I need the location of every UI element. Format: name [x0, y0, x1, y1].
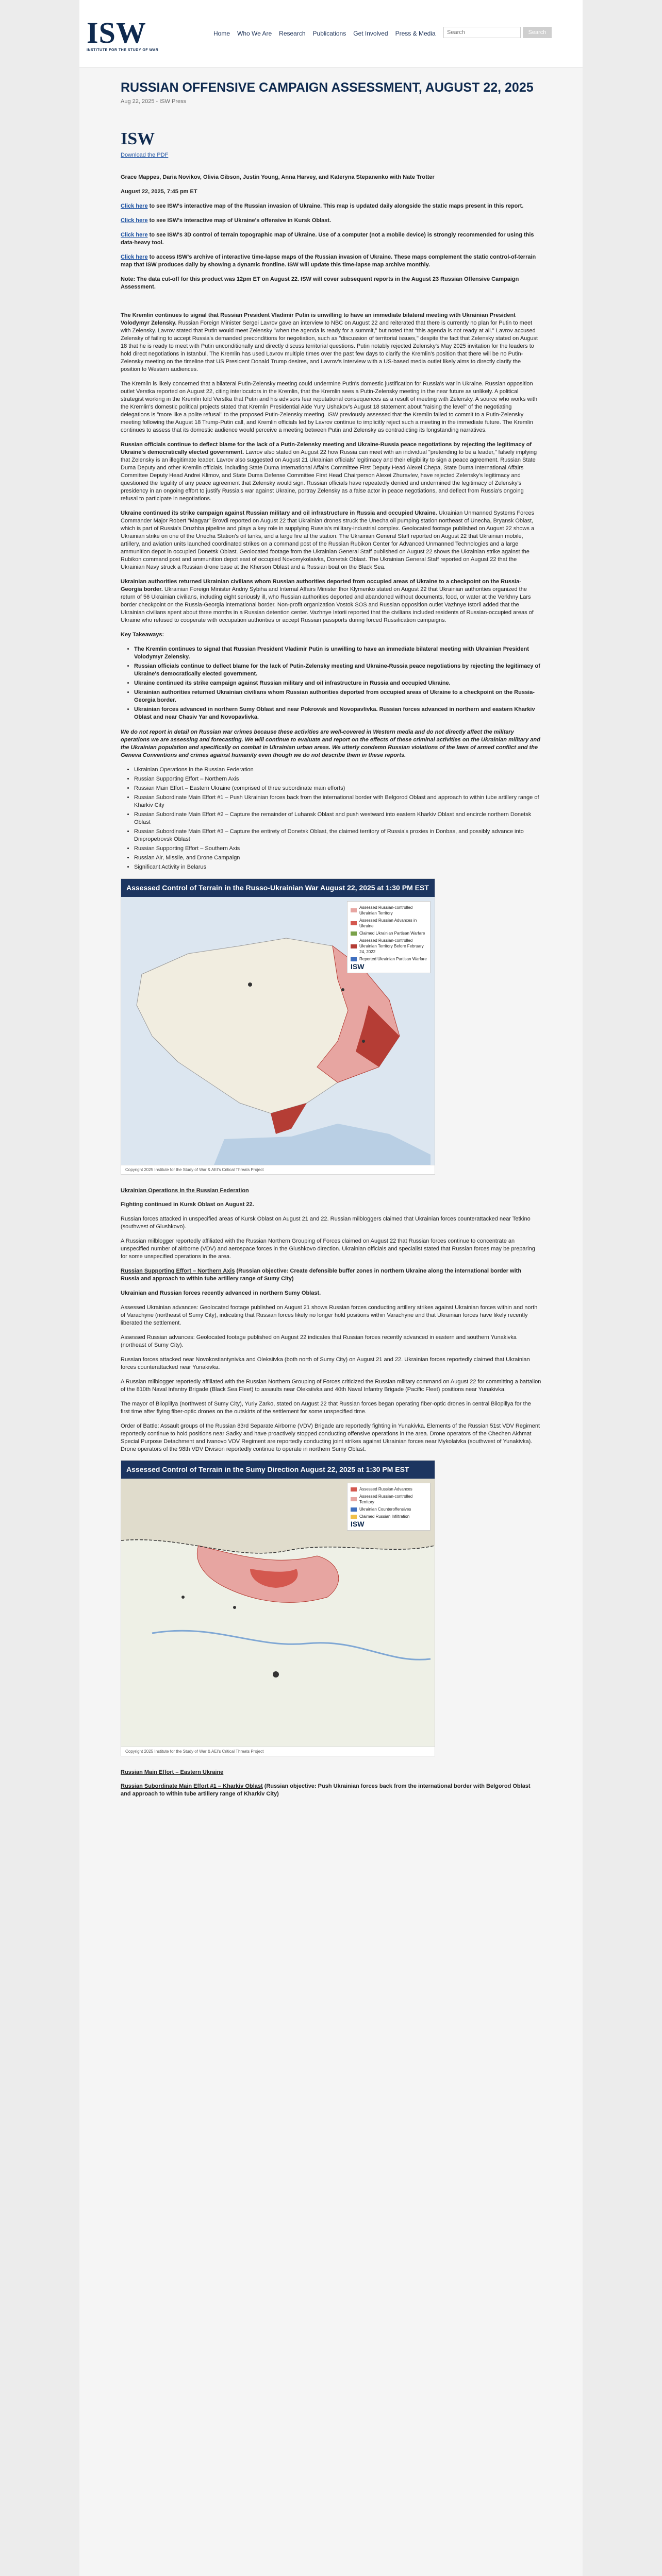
article-content — [79, 67, 583, 1798]
toc-item[interactable]: • Russian Air, Missile, and Drone Campaign — [134, 854, 541, 862]
takeaway-item: • Ukraine continued its strike campaign against Russian military and oil infrastructure in Russia and occupied Ukraine. — [134, 680, 541, 687]
toc-item[interactable]: • Russian Supporting Effort – Southern Axis — [134, 845, 541, 853]
kursk-map-link[interactable]: Click here — [121, 217, 148, 224]
legend-swatch — [351, 1497, 357, 1501]
link-paragraph-text: to access ISW's archive of interactive time-lapse maps of the Russian invasion of Ukraine. These maps complement the static control-of-terrain map that ISW produces daily by showing a dynamic frontline. ISW will update this time-lapse map archive monthly. — [121, 254, 536, 268]
kharkiv-marker — [341, 988, 344, 991]
nav-home[interactable]: Home — [213, 30, 230, 37]
section-paragraph: Assessed Russian advances: Geolocated footage published on August 22 indicates that Russian forces recently advanced in eastern and southern Yunakivka (northeast of Sumy City). — [121, 1334, 517, 1348]
3d-map-link[interactable]: Click here — [121, 232, 148, 238]
ukraine-control-map[interactable] — [121, 878, 435, 1175]
link-paragraph-text: to see ISW's 3D control of terrain topographic map of Ukraine. Use of a computer (not a mobile device) is strongly recommended for using this data-heavy tool. — [121, 232, 534, 246]
legend-label: Reported Ukrainian Partisan Warfare — [359, 957, 427, 961]
report-date: August 22, 2025, 7:45 pm ET — [121, 189, 197, 195]
toc-item[interactable]: • Russian Subordinate Main Effort #2 – Capture the remainder of Luhansk Oblast and push westward into eastern Kharkiv Oblast and encircle northern Donetsk Oblast — [134, 811, 541, 826]
section-heading-objective: (Russian objective: Create defensible buffer zones in northern Ukraine along the international border with Russia and approach to within tube artillery range of Sumy City) — [121, 1268, 522, 1282]
link-paragraph-text: to see ISW's interactive map of Ukraine's offensive in Kursk Oblast. — [147, 217, 332, 224]
section-heading-kursk: Ukrainian Operations in the Russian Federation — [121, 1188, 249, 1194]
toc-item[interactable]: • Russian Supporting Effort – Northern Axis — [134, 775, 541, 783]
site-logo-subtitle: INSTITUTE FOR THE STUDY OF WAR — [87, 48, 159, 52]
legend-item — [351, 918, 427, 929]
legend-item — [351, 956, 427, 962]
section-heading-eastern-ukraine: Russian Main Effort – Eastern Ukraine — [121, 1769, 224, 1775]
section-subheading: Fighting continued in Kursk Oblast on August 22. — [121, 1201, 254, 1208]
authors: Grace Mappes, Daria Novikov, Olivia Gibson, Justin Young, Anna Harvey, and Kateryna Stepanenko with Nate Trotter — [121, 174, 435, 180]
paragraph-text: Lavrov also stated on August 22 how Russia can meet with an individual "pretending to be a leader," falsely implying that Zelensky is an illegitimate leader. Lavrov also suggested on August 21 Ukrainian officials' legitimacy and their eligibility to sign a peace agreement. Russian State Duma Deputy and other Kremlin officials, including State Duma International Affairs Committee First Deputy Head Alexei Chepa, State Duma International Affairs Committee Deputy Head Andrei Klimov, and State Duma Defense Committee First Head Chairperson Alexei Zhuravlev, have rejected Zelensky's legitimacy and questioned the legality of any peace agreement that Zelensky would sign. Russian officials have repeatedly denied and undermined the legitimacy of Zelensky's presidency in an ongoing effort to justify Russia's war against Ukraine, portray Zelensky as a false actor in peace negotiations, and deflect from Russia's ongoing refusal to participate in negotiations. — [121, 449, 537, 502]
nav-press-media[interactable]: Press & Media — [395, 30, 436, 37]
toc-item[interactable]: • Ukrainian Operations in the Russian Federation — [134, 766, 541, 774]
donetsk-marker — [362, 1040, 365, 1043]
body-paragraph — [121, 441, 541, 503]
key-takeaways-list — [121, 646, 541, 721]
legend-label: Assessed Russian Advances — [359, 1487, 412, 1492]
body-paragraph — [121, 380, 541, 434]
toc-item[interactable]: • Significant Activity in Belarus — [134, 863, 541, 871]
isw-small-logo — [121, 115, 177, 149]
interactive-map-link[interactable]: Click here — [121, 203, 148, 209]
legend-swatch — [351, 1487, 357, 1492]
bilopillya-marker — [181, 1596, 185, 1599]
map-title-text: Assessed Control of Terrain in the Russo-Ukrainian War August 22, 2025 at 1:30 PM EST — [126, 884, 429, 892]
section-heading-kharkiv — [121, 1783, 541, 1798]
legend-swatch — [351, 908, 357, 912]
main-nav — [213, 30, 436, 37]
takeaway-item: • Russian officials continue to deflect blame for the lack of Putin-Zelensky meeting and Ukraine-Russia peace negotiations by rejecting the legitimacy of Ukraine's democratically elected government. — [134, 663, 541, 678]
map-legend — [347, 901, 431, 973]
paragraph-lead: Ukrainian authorities returned Ukrainian civilians whom Russian authorities deported from occupied areas of Ukraine to a checkpoint on the Russia-Georgia border. — [121, 579, 521, 592]
legend-item — [351, 905, 427, 916]
small-logo-text: ISW — [121, 129, 155, 148]
body-paragraph — [121, 578, 541, 624]
key-takeaways-heading: Key Takeaways: — [121, 632, 164, 638]
paragraph-lead: Ukraine continued its strike campaign against Russian military and oil infrastructure in Russia and occupied Ukraine. — [121, 510, 437, 516]
section-subheading: Ukrainian and Russian forces recently advanced in northern Sumy Oblast. — [121, 1290, 321, 1296]
legend-label: Assessed Russian-controlled Territory — [359, 1494, 413, 1504]
legend-swatch — [351, 944, 357, 948]
legend-item — [351, 930, 427, 936]
paragraph-text: Ukrainian Unmanned Systems Forces Commander Major Robert "Magyar" Brovdi reported on August 22 that Ukrainian drones struck the Unecha oil pumping station northeast of Unecha, Bryansk Oblast, which is part of Russia's Druzhba pipeline and plays a key role in supplying Russia's military-industrial complex. Geolocated footage published on August 22 shows a Ukrainian strike on one of the Unecha Station's oil tanks, and a large fire at the station. The Ukrainian General Staff reported on August 22 that Ukrainian mobile, artillery, and aviation units launched coordinated strikes on a command post of the Russian Rubikon Center for Advanced Unmanned Technologies and a large ammunition depot in occupied Donetsk Oblast. Geolocated footage from the Ukrainian General Staff published on August 22 shows the Ukrainian strike against the Rubikon command post and ammunition depot east of occupied Novomykolaivka, Donetsk Oblast. The Ukrainian General Staff reported on August 22 that the Ukrainian Navy struck a Russian drone base at the Kherson Oblast and a Russian boat on the Black Sea. — [121, 510, 535, 570]
body-paragraph — [121, 312, 541, 374]
section-paragraph: A Russian milblogger reportedly affiliated with the Russian Northern Grouping of Forces claimed on August 22 that Russian forces continue to concentrate an unspecified number of airborne (VDV) and aerospace forces in the Glushkovo direction. Ukrainian officials and specialist stated that Russian forces may be preparing for some unspecified operations in the area. — [121, 1238, 535, 1260]
nav-who-we-are[interactable]: Who We Are — [237, 30, 272, 37]
map-brand: ISW — [351, 962, 365, 971]
legend-item — [351, 1494, 427, 1505]
toc-item[interactable]: • Russian Subordinate Main Effort #3 – Capture the entirety of Donetsk Oblast, the claimed territory of Russia's proxies in Donbas, and possibly advance into Dnipropetrovsk Oblast — [134, 828, 541, 843]
map-title-text: Assessed Control of Terrain in the Sumy Direction August 22, 2025 at 1:30 PM EST — [126, 1465, 409, 1473]
takeaway-item: • Ukrainian authorities returned Ukrainian civilians whom Russian authorities deported from occupied areas of Ukraine to a checkpoint on the Russia-Georgia border. — [134, 689, 541, 704]
nav-publications[interactable]: Publications — [312, 30, 346, 37]
legend-swatch — [351, 931, 357, 936]
map-canvas — [121, 1479, 435, 1747]
paragraph-lead: The Kremlin continues to signal that Russian President Vladimir Putin is unwilling to have an immediate bilateral meeting with Ukrainian President Volodymyr Zelensky. — [121, 312, 516, 326]
search-input[interactable] — [443, 27, 521, 38]
link-paragraph-text: to see ISW's interactive map of the Russian invasion of Ukraine. This map is updated daily alongside the static maps present in this report. — [147, 203, 524, 209]
page-container — [79, 0, 583, 2576]
data-cutoff-note: Note: The data cut-off for this product was 12pm ET on August 22. ISW will cover subsequent reports in the August 23 Russian Offensive Campaign Assessment. — [121, 276, 519, 290]
link-paragraph-1 — [121, 202, 541, 210]
toc-item[interactable]: • Russian Subordinate Main Effort #1 – Push Ukrainian forces back from the international border with Belgorod Oblast and approach to within tube artillery range of Kharkiv City — [134, 794, 541, 809]
site-header — [79, 0, 583, 67]
article-title: RUSSIAN OFFENSIVE CAMPAIGN ASSESSMENT, AUGUST 22, 2025 — [121, 80, 534, 95]
table-of-contents — [121, 766, 541, 871]
section-paragraph: Russian forces attacked near Novokostiantynivka and Oleksiivka (both north of Sumy City) on August 21 and 22. Ukrainian forces reportedly claimed that Ukrainian forces counterattacked near Yunakivka. — [121, 1357, 530, 1370]
sumy-direction-map[interactable] — [121, 1460, 435, 1756]
legend-swatch — [351, 921, 357, 925]
legend-item — [351, 938, 427, 955]
sumy-city-marker — [273, 1671, 279, 1677]
map-legend — [347, 1483, 431, 1531]
paragraph-text: Russian Foreign Minister Sergei Lavrov gave an interview to NBC on August 22 and reiterated that there is currently no plan for Putin to meet with Zelensky. Lavrov stated that Putin would meet Zelensky "when the agenda is ready for a summit," but noted that "this agenda is not ready at all." Lavrov accused Zelensky of failing to accept Russia's demanded preconditions for negotiation, such as "discussion of territorial issues," despite the fact that Zelensky stated on August 18 that he is ready to meet with Putin unconditionally and directly discuss territorial questions. Putin notably rejected Zelensky's May 2025 invitation for the leaders to hold direct negotiations in Istanbul. The Kremlin has used Lavrov multiple times over the past few days to clarify the Kremlin's position that there will be no Putin-Zelensky meeting on the timeline that US President Donald Trump desires, and Lavrov's interview with a US-based media outlet likely aims to directly clarify the position to Western audiences. — [121, 320, 538, 372]
section-heading-text: Russian Subordinate Main Effort #1 – Kharkiv Oblast — [121, 1783, 263, 1789]
map-title — [121, 1461, 435, 1479]
section-heading-text: Russian Supporting Effort – Northern Axis — [121, 1268, 235, 1274]
section-paragraph: Russian forces attacked in unspecified areas of Kursk Oblast on August 21 and 22. Russian milbloggers claimed that Ukrainian forces counterattacked near Tetkino (southwest of Glushkovo). — [121, 1216, 531, 1230]
timelapse-archive-link[interactable]: Click here — [121, 254, 148, 260]
legend-label: Assessed Russian Advances in Ukraine — [359, 918, 417, 928]
section-paragraph: Order of Battle: Assault groups of the Russian 83rd Separate Airborne (VDV) Brigade are reportedly fighting in Yunakivka. Elements of the Russian 51st VDV Regiment reportedly continue to hold positions near Sadky and have proactively stopped conducting offensive operations in the area. Drone operators of the Chechen Akhmat Special Purpose Detachment and Ivanovo VDV Regiment are reportedly conducting joint strikes against Ukrainian forces near Mykolaivka (southwest of Yunakivka). Drone operators of the 98th VDV Division reportedly continue to operate in northern Sumy Oblast. — [121, 1423, 540, 1452]
body-paragraph — [121, 510, 541, 571]
map-canvas — [121, 897, 435, 1165]
site-logo[interactable]: ISW — [87, 16, 146, 49]
kyiv-marker — [248, 982, 252, 987]
yunakivka-marker — [233, 1606, 236, 1609]
link-paragraph-3 — [121, 231, 541, 247]
link-paragraph-2 — [121, 217, 541, 225]
legend-label: Assessed Russian-controlled Ukrainian Territory Before February 24, 2022 — [359, 938, 424, 954]
section-heading-objective: (Russian objective: Push Ukrainian forces back from the international border with Belgorod Oblast and approach to within tube artillery range of Kharkiv City) — [121, 1783, 531, 1797]
section-paragraph: Assessed Ukrainian advances: Geolocated footage published on August 21 shows Russian forces conducting artillery strikes against Ukrainian forces within and north of Varachyne (northeast of Sumy City), indicating that Russian forces likely no longer hold positions within Varachyne and that Ukrainian forces have likely recently liberated the settlement. — [121, 1304, 538, 1326]
takeaway-item: • Ukrainian forces advanced in northern Sumy Oblast and near Pokrovsk and Novopavlivka. Russian forces advanced in northern and eastern Kharkiv Oblast and near Chasiv Yar and Novopavlivka. — [134, 706, 541, 721]
link-paragraph-4 — [121, 253, 541, 269]
legend-label: Claimed Russian Infiltration — [359, 1514, 410, 1519]
map-brand: ISW — [351, 1520, 365, 1528]
nav-get-involved[interactable]: Get Involved — [353, 30, 388, 37]
legend-item — [351, 1506, 427, 1512]
legend-swatch — [351, 1507, 357, 1512]
takeaway-item: • The Kremlin continues to signal that Russian President Vladimir Putin is unwilling to have an immediate bilateral meeting with Ukrainian President Volodymyr Zelensky. — [134, 646, 541, 661]
section-heading-northern-axis — [121, 1267, 541, 1283]
section-paragraph: A Russian milblogger reportedly affiliated with the Russian Northern Grouping of Forces criticized the Russian military command on August 22 for committing a battalion of the 810th Naval Infantry Brigade (Black Sea Fleet) to assaults near Oleksiivka and 40th Naval Infantry Brigade (Pacific Fleet) positions near Yunakivka. — [121, 1379, 541, 1393]
section-paragraph: The mayor of Bilopillya (northwest of Sumy City), Yuriy Zarko, stated on August 22 that Russian forces began operating fiber-optic drones in central Bilopillya for the first time after flying fiber-optic drones on the outskirts of the settlement for some unspecified time. — [121, 1401, 531, 1415]
legend-label: Ukrainian Counteroffensives — [359, 1507, 411, 1512]
paragraph-text: The Kremlin is likely concerned that a bilateral Putin-Zelensky meeting could undermine Putin's domestic justification for Russia's war in Ukraine. Russian opposition outlet Verstka reported on August 22, citing interlocutors in the Kremlin, that the Kremlin sees a Putin-Zelensky meeting in the near future as unlikely. A political strategist working in the Kremlin told Verstka that Putin and his advisors fear reputational consequences as a result of meeting with Zelensky. A source who works with the Kremlin's domestic political projects stated that Kremlin Presidential Aide Yury Ushakov's August 18 statement about "raising the level" of the negotiating delegations is "more like a polite refusal" to the proposed Putin-Zelensky meeting. ISW previously assessed that the Kremlin failed to commit to a Putin-Zelensky meeting following the August 18 Trump-Putin call, and Kremlin officials led by Lavrov continue to implicitly reject such a meeting in the immediate future. The Kremlin continues to assess that its domestic audience would perceive a meeting between Putin and Zelensky as contradicting its longstanding narratives. — [121, 381, 538, 433]
legend-item — [351, 1486, 427, 1492]
download-pdf-link[interactable]: Download the PDF — [121, 152, 169, 158]
map-footer: Copyright 2025 Institute for the Study of War & AEI's Critical Threats Project — [121, 1165, 435, 1174]
war-crimes-disclaimer: We do not report in detail on Russian war crimes because these activities are well-covered in Western media and do not directly affect the military operations we are assessing and forecasting. We will continue to evaluate and report on the effects of these criminal activities on the Ukrainian military and the Ukrainian population and specifically on combat in Ukrainian urban areas. We utterly condemn Russian violations of the laws of armed conflict and the Geneva Conventions and crimes against humanity even though we do not describe them in these reports. — [121, 729, 540, 758]
map-footer: Copyright 2025 Institute for the Study of War & AEI's Critical Threats Project — [121, 1747, 435, 1756]
paragraph-text: Ukrainian Foreign Minister Andriy Sybiha and Internal Affairs Minister Ihor Klymenko stated on August 22 that Ukrainian authorities organized the return of 56 Ukrainian civilians, including eight seriously ill, who Russian authorities deported and abandoned without documents, food, or water at the Verkhny Lars border checkpoint on the Russia-Georgia international border. Non-profit organization Vostok SOS and Russian opposition outlet Vazhnye Istorii added that the Ukrainian civilians spent about three months in a Russian detention center. Vazhnye Istorii reported that the civilians included residents of Russian-occupied areas of Ukraine who refused to cooperate with occupation authorities or accept Russian passports during forced Russification campaigns. — [121, 586, 534, 623]
search-button[interactable]: Search — [523, 27, 552, 38]
legend-label: Claimed Ukrainian Partisan Warfare — [359, 931, 425, 936]
legend-swatch — [351, 1515, 357, 1519]
legend-item — [351, 1514, 427, 1519]
toc-item[interactable]: • Russian Main Effort – Eastern Ukraine (comprised of three subordinate main efforts) — [134, 785, 541, 792]
legend-swatch — [351, 957, 357, 961]
map-title — [121, 879, 435, 897]
legend-label: Assessed Russian-controlled Ukrainian Territory — [359, 905, 413, 916]
paragraph-lead: Russian officials continue to deflect blame for the lack of a Putin-Zelensky meeting and Ukraine-Russia peace negotiations by rejecting the legitimacy of Ukraine's democratically elected government. — [121, 442, 532, 455]
article-meta: Aug 22, 2025 - ISW Press — [121, 98, 187, 105]
nav-research[interactable]: Research — [279, 30, 306, 37]
